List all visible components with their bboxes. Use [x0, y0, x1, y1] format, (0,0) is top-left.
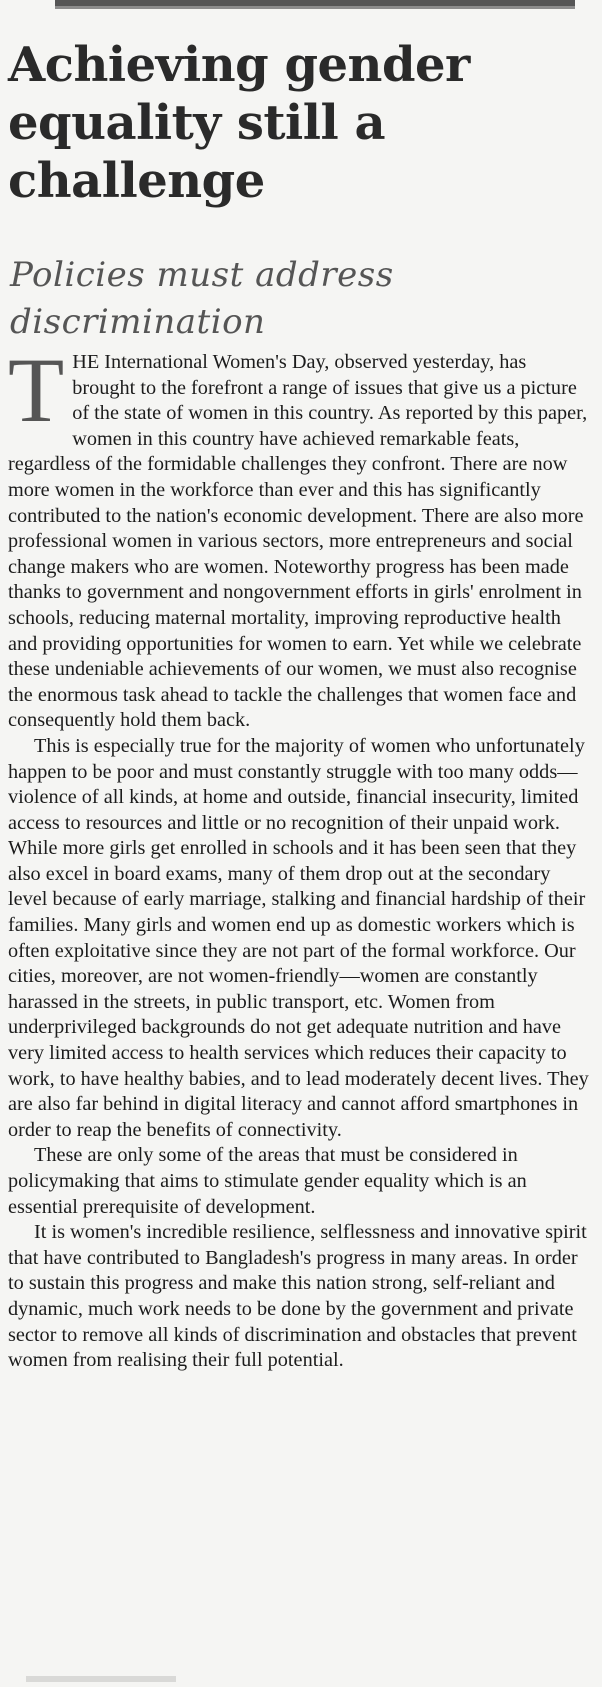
drop-cap: T	[8, 339, 65, 441]
paragraph-3: These are only some of the areas that must be considered in policymaking that aims to stimulate gender equality which is an essential prerequisite of development.	[8, 1144, 527, 1218]
paragraph-2: This is especially true for the majority of women who unfortunately happen to be poor and must constantly struggle with too many odds—violence of all kinds, at home and outside, financial insecurity, limited access to resources and little or no recognition of their unpaid work. While more girls get enrolled in schools and it has been seen that they also excel in board exams, many of them drop out at the secondary level because of early marriage, stalking and financial hardship of their families. Many girls and women end up as domestic workers which is often exploitative since they are not part of the formal workforce. Our cities, moreover, are not women-friendly—women are constantly harassed in the streets, in public transport, etc. Women from underprivileged backgrounds do not get adequate nutrition and have very limited access to health services which reduces their capacity to work, to have healthy babies, and to lead moderately decent lives. They are also far behind in digital literacy and cannot afford smartphones in order to reap the benefits of connectivity.	[8, 734, 589, 1141]
paragraph-1-text: HE International Women's Day, observed yesterday, has brought to the forefront a range of issues that give us a picture of the state of women in this country. As reported by this paper, women in this country have achieved remarkable feats, regardless of the formidable challenges they confront. There are now more women in the workforce than ever and this has significantly contributed to the nation's economic development. There are also more professional women in various sectors, more entrepreneurs and social change makers who are women. Noteworthy progress has been made thanks to government and nongovernment efforts in girls' enrolment in schools, reducing maternal mortality, improving reproductive health and providing opportunities for women to earn. Yet while we celebrate these undeniable achievements of our women, we must also recognise the enormous task ahead to tackle the challenges that women face and consequently hold them back.	[8, 351, 588, 732]
headline: Achieving gender equality still a challenge	[8, 37, 470, 209]
bottom-rule	[26, 1676, 176, 1682]
paragraph-1	[8, 339, 594, 734]
subheadline: Policies must address discrimination	[10, 255, 394, 342]
article-body	[8, 339, 594, 1374]
top-rule-shadow	[55, 6, 575, 9]
paragraph-4: It is women's incredible resilience, selflessness and innovative spirit that have contributed to Bangladesh's progress in many areas. In order to sustain this progress and make this nation strong, self-reliant and dynamic, much work needs to be done by the government and private sector to remove all kinds of discrimination and obstacles that prevent women from realising their full potential.	[8, 1221, 587, 1372]
